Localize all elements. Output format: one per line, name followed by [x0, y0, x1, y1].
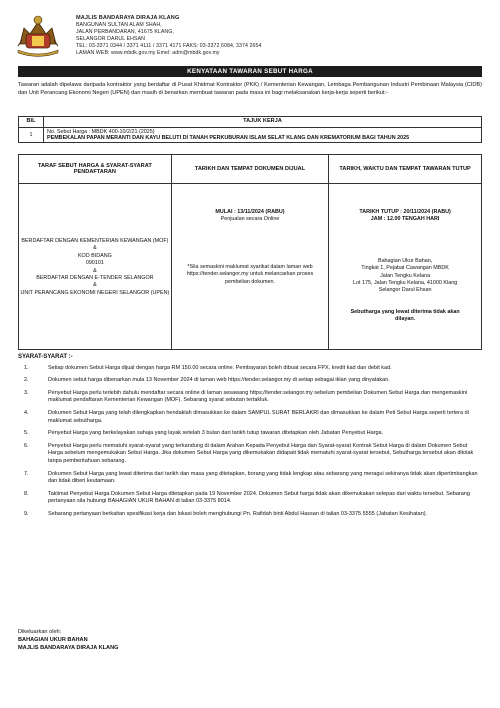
row-number: 1: [19, 128, 44, 143]
document-sale-cell: [171, 184, 328, 350]
item-text: Taklimat Penyebut Harga Dokumen Sebut Harga ditetapkan pada 19 November 2024. Dokumen Sebut harga tidak akan dikemukakan selepas dari waktu tersebut. Sebarang pertanyaan sila hubungi BAHAGIAN UKUR BAHAN di talian 03-3375 8014.: [48, 490, 470, 505]
item-text: Penyebut Harga yang berkelayakan sahaja yang layak setelah 3 bulan dari tarikh tutup tawaran ditetapkan oleh Jabatan Penyebut Harga.: [48, 430, 384, 437]
registration-line: UNIT PERANCANG EKONOMI NEGERI SELANGOR (UPEN): [20, 289, 170, 296]
closing-place: [335, 258, 475, 295]
list-item: [18, 491, 482, 506]
registration-line: BERDAFTAR DENGAN KEMENTERIAN KEWANGAN (MOF): [21, 238, 169, 244]
col-header-title: TAJUK KERJA: [44, 117, 482, 128]
table-row: [19, 184, 482, 350]
item-number: 7.: [24, 470, 29, 477]
registration-cell: [19, 184, 172, 350]
address-line: JALAN PERBANDARAN, 41675 KLANG,: [76, 29, 174, 35]
item-number: 3.: [24, 389, 29, 396]
crest-emblem-icon: [14, 10, 62, 58]
place-line: Lot 175, Jalan Tengku Kelana, 41000 Klang: [352, 280, 458, 287]
place-line: Selangor Darul Ehsan: [378, 287, 432, 294]
issued-by-label: Dikeluarkan oleh:: [18, 629, 62, 635]
place-line: Jalan Tengku Kelana: [380, 272, 431, 279]
registration-line: BERDAFTAR DENGAN E-TENDER SELANGOR: [36, 275, 154, 282]
item-text: Penyebut Harga perlu mematuhi syarat-syarat yang terkandung di dalam Arahan Kepada Penyebut Harga dan Syarat-syarat Kontrak Sebut Harga di dalam Dokumen Sebut Harga sebelum mengemukakan Sebut Harga. Jika dokumen Sebut Harga yang dikemukakan didapati tidak mematuhi syarat-syarat tersebut, Sebutharga tersebut akan ditolak tanpa pemberitahuan sebarang.: [48, 442, 474, 464]
sale-start-date: MULAI : 13/11/2024 (RABU): [215, 209, 285, 215]
item-text: Dokumen Sebut Harga yang telah dilengkapkan hendaklah dimasukkan ke dalam SAMPUL SURAT BERLAKRI dan dimasukkan ke dalam Peti Sebut Harga seperti tertera di maklumat sebutharga.: [48, 409, 469, 424]
item-text: Setiap dokumen Sebut Harga dijual dengan harga RM 150.00 secara online. Pembayaran boleh dibuat secara FPX, kredit kad dan debit kad.: [48, 364, 392, 371]
reference-number: No. Sebut Harga : MBDK 400-10/2/21 (2025): [47, 129, 155, 135]
registration-line: KOD BIDANG: [77, 252, 112, 259]
details-table: [18, 154, 482, 350]
item-number: 8.: [24, 490, 29, 497]
item-number: 5.: [24, 430, 29, 437]
item-text: Dokumen sebut harga dibenarkan mula 13 November 2024 di laman web https://tender.selangor.my di setiap sebagai iklan yang dinyatakan.: [48, 377, 390, 384]
address-line: BANGUNAN SULTAN ALAM SHAH,: [76, 22, 162, 28]
registration-line: &: [93, 282, 97, 289]
item-text: Sebarang pertanyaan berkaitan spesifikasi kerja dan lokasi boleh menghubungi Pn. Rafidah binti Abdul Hassan di talian 03-3375 5555 (Jabatan Kesihatan).: [48, 510, 428, 517]
item-number: 2.: [24, 377, 29, 384]
col-header-no: BIL: [19, 117, 44, 128]
col-header-document-sale: TARIKH DAN TEMPAT DOKUMEN DIJUAL: [171, 155, 328, 184]
closing-time: JAM : 12.00 TENGAH HARI: [370, 216, 440, 223]
list-item: [18, 390, 482, 405]
list-item: [18, 410, 482, 425]
late-submission-note: Sebutharga yang lewat diterima tidak akan dilayan.: [350, 308, 460, 323]
item-number: 1.: [24, 364, 29, 371]
registration-line: 090101: [85, 260, 104, 267]
work-title: PEMBEKALAN PAPAN MERANTI DAN KAYU BELUTI DI TANAH PERKUBURAN ISLAM SELAT KLANG DAN KREMATORIUM BAGI TAHUN 2025: [47, 135, 410, 141]
registration-line: &: [93, 245, 97, 252]
col-header-registration: TARAF SEBUT HARGA & SYARAT-SYARAT PENDAFTARAN: [19, 155, 172, 184]
issuing-department: BAHAGIAN UKUR BAHAN: [18, 637, 88, 643]
closing-cell: [329, 184, 482, 350]
item-text: Penyebut Harga perlu terlebih dahulu mendaftar secara online di laman sesawang https://tender.selangor.my sebelum pembelian Dokumen Sebut Harga dan mengemaskini maklumat pendaftaran Kementerian Kewangan (MOF). Sebarang syarat sebutan tertakluk.: [48, 389, 468, 404]
table-row: [19, 128, 482, 143]
contact-line: TEL: 03-3371 0344 / 3371 4111 / 3371 4171 FAKS: 03-3372 6084, 3374 2654: [76, 43, 262, 49]
org-name: MAJLIS BANDARAYA DIRAJA KLANG: [76, 15, 180, 21]
list-item: [18, 365, 482, 373]
sale-note: *Sila semaskini maklumat syarikat dalam laman web https://tender.selangor.my untuk melancarkan proses pembelian dokumen.: [186, 263, 314, 285]
letterhead: [76, 15, 261, 57]
contact-line: LAMAN WEB: www.mbdk.gov.my Emel: adm@mbdk.gov.my: [76, 50, 220, 56]
terms-section: [18, 354, 482, 524]
list-item: [18, 430, 482, 438]
col-header-closing: TARIKH, WAKTU DAN TEMPAT TAWARAN TUTUP: [329, 155, 482, 184]
signature-block: [18, 628, 119, 652]
place-line: Tingkat 1, Pejabat Cawangan MBDK: [361, 265, 449, 272]
notice-title-banner: KENYATAAN TAWARAN SEBUT HARGA: [18, 66, 482, 77]
list-item: [18, 511, 482, 519]
list-item: [18, 471, 482, 486]
intro-paragraph: Tawaran adalah dipelawa daripada kontraktor yang berdaftar di Pusat Khidmat Kontraktor (PKK) / Kementerian Kewangan, Lembaga Pembangunan Industri Pembinaan Malaysia (CIDB) dan Unit Perancang Ekonomi Negeri (UPEN) dan masih di benarkan membuat tawaran pada masa ini bagi melaksanakan kerja-kerja seperti berikut:-: [18, 82, 482, 96]
item-text: Dokumen Sebut Harga yang lewat diterima dari tarikh dan masa yang ditetapkan, borang yang tidak lengkap atau sebarang yang meragui sekiranya tidak akan dipertimbangkan dan tidak diberi keutamaan.: [48, 470, 478, 485]
place-line: Bahagian Ukur Bahan,: [377, 257, 433, 264]
list-item: [18, 377, 482, 385]
closing-date: TARIKH TUTUP : 20/11/2024 (RABU): [359, 209, 451, 215]
issuing-council: MAJLIS BANDARAYA DIRAJA KLANG: [18, 645, 119, 651]
sale-mode: Penjualan secara Online: [220, 216, 280, 223]
registration-line: &: [93, 267, 97, 274]
work-cell: [44, 128, 482, 143]
item-number: 6.: [24, 442, 29, 449]
work-table: [18, 116, 482, 143]
address-line: SELANGOR DARUL EHSAN: [76, 36, 145, 42]
list-item: [18, 443, 482, 466]
item-number: 9.: [24, 510, 29, 517]
terms-title: SYARAT-SYARAT :-: [18, 354, 73, 360]
item-number: 4.: [24, 409, 29, 416]
